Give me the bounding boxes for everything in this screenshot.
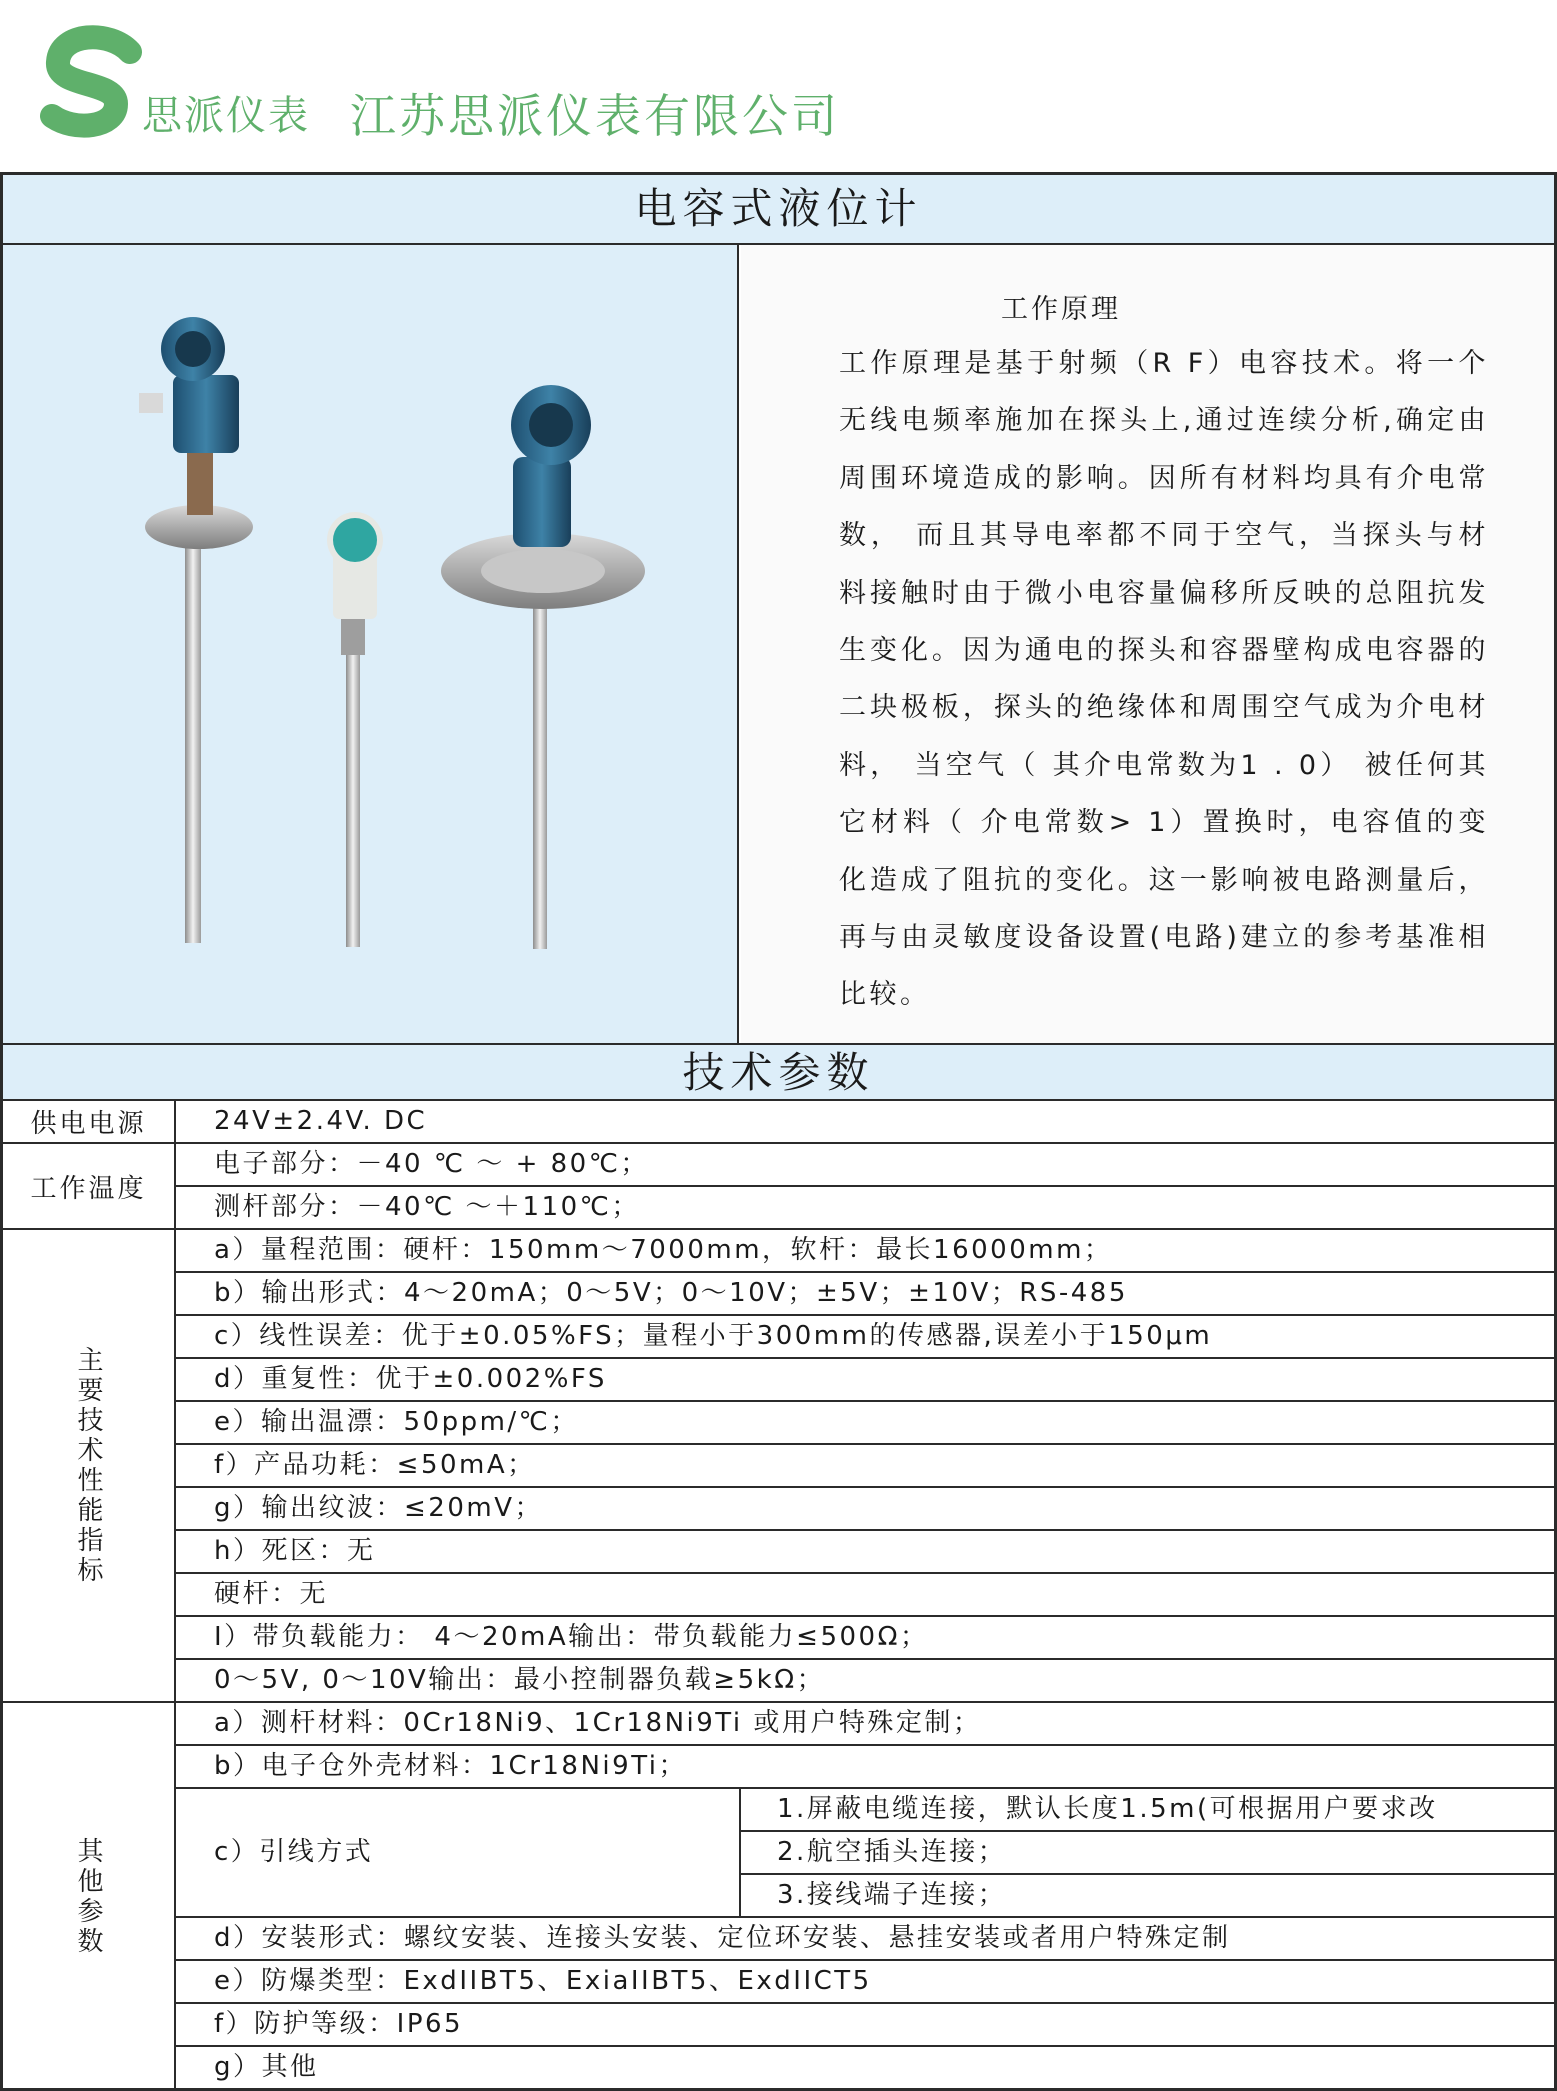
- probe-rod-middle: [346, 645, 360, 947]
- power-label: 供电电源: [3, 1101, 176, 1144]
- power-value: 24V±2.4V. DC: [176, 1101, 1554, 1144]
- product-photo-panel: [3, 245, 739, 1043]
- main-indicators-label: 主要技术性能指标: [3, 1230, 176, 1703]
- product-title: 电容式液位计: [3, 175, 1554, 245]
- housing-left: [173, 375, 239, 453]
- product-photo: [3, 245, 739, 1043]
- probe-rod-right: [533, 585, 547, 949]
- main-row: c）线性误差：优于±0.05%FS；量程小于300mm的传感器,误差小于150μm: [176, 1316, 1554, 1359]
- principle-heading: 工作原理: [1001, 294, 1121, 325]
- main-row: b）输出形式：4～20mA；0～5V；0～10V；±5V；±10V；RS-485: [176, 1273, 1554, 1316]
- company-name: 江苏思派仪表有限公司: [350, 89, 840, 143]
- others-row: g）其他: [214, 2052, 319, 2082]
- temperature-label: 工作温度: [3, 1144, 176, 1230]
- brand-name: 思派仪表: [142, 93, 310, 139]
- install-row: d）安装形式：螺纹安装、连接头安装、定位环安装、悬挂安装或者用户特殊定制: [176, 1918, 1554, 1961]
- material-row: a）测杆材料：0Cr18Ni9、1Cr18Ni9Ti 或用户特殊定制；: [176, 1703, 1554, 1746]
- probe-rod-left: [185, 533, 201, 943]
- main-row: h）死区：无: [176, 1531, 1554, 1574]
- company-logo: [38, 24, 158, 144]
- main-row: g）输出纹波：≤20mV；: [176, 1488, 1554, 1531]
- lead-option: 2.航空插头连接；: [741, 1832, 1554, 1875]
- principle-panel: [741, 245, 1554, 1043]
- product-sheet: [0, 172, 1557, 2091]
- main-row: I）带负载能力： 4～20mA输出：带负载能力≤500Ω；: [176, 1617, 1554, 1660]
- main-row: 0～5V, 0～10V输出：最小控制器负载≥5kΩ；: [176, 1660, 1554, 1703]
- main-row: 硬杆：无: [176, 1574, 1554, 1617]
- main-row: e）输出温漂：50ppm/℃；: [176, 1402, 1554, 1445]
- params-heading: 技术参数: [3, 1043, 1554, 1101]
- main-row: f）产品功耗：≤50mA；: [176, 1445, 1554, 1488]
- lead-option: 3.接线端子连接；: [741, 1875, 1554, 1918]
- housing-material-row: b）电子仓外壳材料：1Cr18Ni9Ti；: [176, 1746, 1554, 1789]
- temperature-row: 电子部分：－40 ℃ ～ + 80℃；: [176, 1144, 1554, 1187]
- lead-method-label: c）引线方式: [176, 1789, 741, 1918]
- main-row: d）重复性：优于±0.002%FS: [176, 1359, 1554, 1402]
- main-row: a）量程范围：硬杆：150mm～7000mm，软杆：最长16000mm；: [176, 1230, 1554, 1273]
- protection-row: f）防护等级：IP65: [176, 2004, 1554, 2047]
- other-params-label: 其他参数: [3, 1703, 176, 2090]
- explosion-row: e）防爆类型：ExdIIBT5、ExiaIIBT5、ExdIICT5: [176, 1961, 1554, 2004]
- header: [0, 0, 1557, 170]
- temperature-row: 测杆部分：－40℃ ～＋110℃；: [176, 1187, 1554, 1230]
- housing-right: [513, 457, 571, 547]
- principle-text: 工作原理是基于射频（R F）电容技术。将一个无线电频率施加在探头上,通过连续分析,确定由周围环境造成的影响。因所有材料均具有介电常数， 而且其导电率都不同于空气，当探头与材料接触时由于微小电容量偏移所反映的总阻抗发生变化。因为通电的探头和容器壁构成电容器的二块极板，探头的绝缘体和周围空气成为介电材料， 当空气（ 其介电常数为1 . 0） 被任何其它材料（ 介电常数> 1）置换时，电容值的变化造成了阻抗的变化。这一影响被电路测量后，再与由灵敏度设备设置(电路)建立的参考基准相比较。: [839, 348, 1489, 1011]
- lead-option: 1.屏蔽电缆连接，默认长度1.5m(可根据用户要求改: [741, 1789, 1554, 1832]
